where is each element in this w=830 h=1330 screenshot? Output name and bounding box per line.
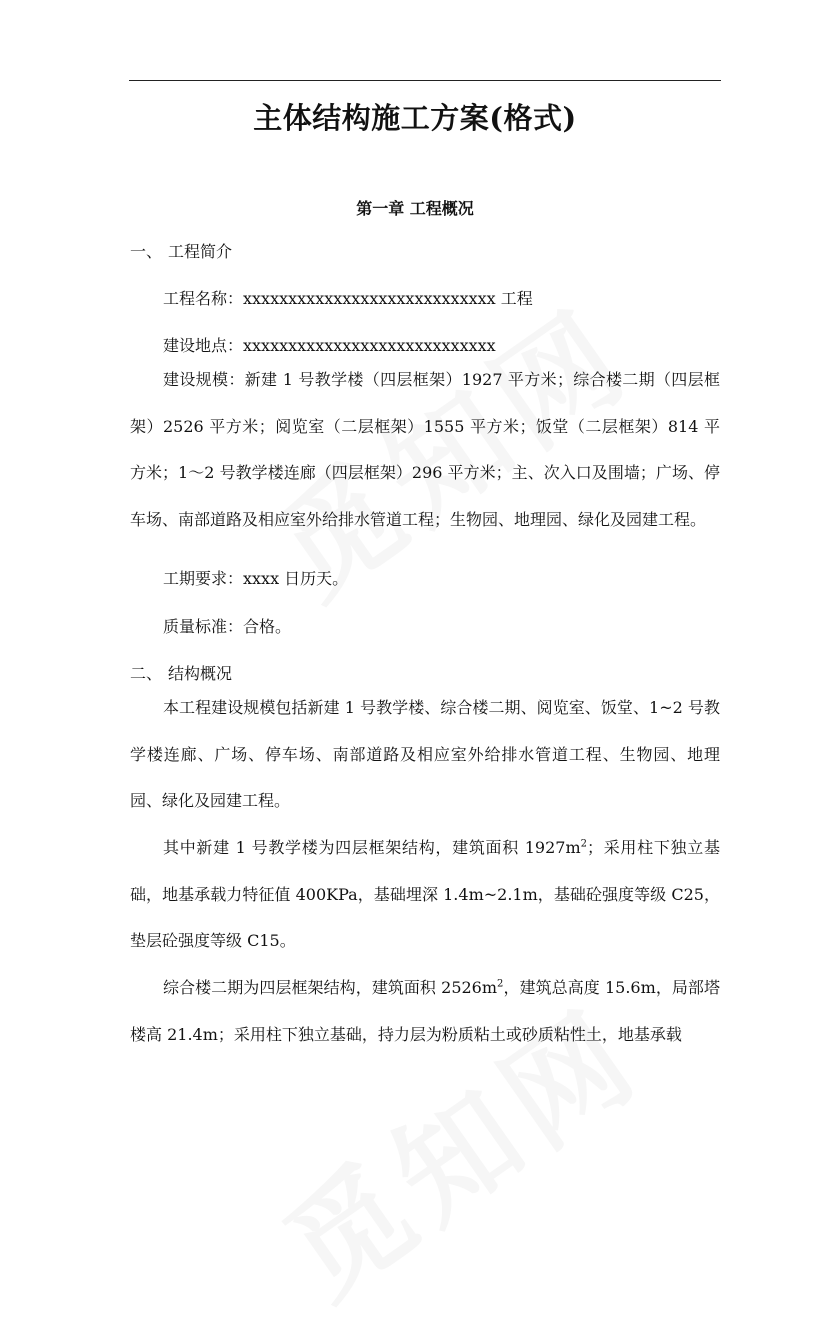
- section-heading-structure: [130, 661, 232, 687]
- section-number: 二、: [130, 664, 163, 683]
- section-title: 结构概况: [168, 664, 233, 683]
- teaching-building-paragraph: [130, 825, 720, 965]
- complex-building-text: 综合楼二期为四层框架结构，建筑面积 2526m: [163, 978, 498, 997]
- teaching-building-text: 其中新建 1 号教学楼为四层框架结构，建筑面积 1927m: [163, 838, 581, 857]
- quality-line: 质量标准：合格。: [163, 617, 292, 636]
- document-title: 主体结构施工方案(格式): [253, 101, 577, 135]
- complex-building-paragraph: [130, 965, 720, 1058]
- header-rule: [129, 80, 721, 81]
- complex-building-text-cont: ，建筑总高度 15.6m，局部塔楼高 21.4m；采用柱下独立基础，持力层为粉质粘土或砂质粘性土，地基承载: [130, 978, 720, 1044]
- section-title: 工程简介: [168, 242, 233, 261]
- construction-scale-paragraph: 建设规模：新建 1 号教学楼（四层框架）1927 平方米；综合楼二期（四层框架）2526 平方米；阅览室（二层框架）1555 平方米；饭堂（二层框架）814 平方米；1～2 号教学楼连廊（四层框架）296 平方米；主、次入口及围墙；广场、停车场、南部道路及相应室外给排水管道工程；生物园、地理园、绿化及园建工程。: [130, 370, 720, 529]
- project-location-line: 建设地点：xxxxxxxxxxxxxxxxxxxxxxxxxxxx: [163, 336, 496, 355]
- duration-line: 工期要求：xxxx 日历天。: [163, 569, 349, 588]
- project-name-line: 工程名称：xxxxxxxxxxxxxxxxxxxxxxxxxxxx 工程: [163, 289, 533, 308]
- area-unit-superscript: 2: [580, 838, 588, 850]
- structure-scope-paragraph: 本工程建设规模包括新建 1 号教学楼、综合楼二期、阅览室、饭堂、1~2 号教学楼连廊、广场、停车场、南部道路及相应室外给排水管道工程、生物园、地理园、绿化及园建工程。: [130, 698, 720, 810]
- section-heading-overview: [130, 239, 232, 265]
- section-number: 一、: [130, 242, 163, 261]
- teaching-building-text-cont: ；采用柱下独立基础，地基承载力特征值 400KPa，基础埋深 1.4m~2.1m，基础砼强度等级 C25，垫层砼强度等级 C15。: [130, 838, 720, 950]
- area-unit-superscript: 2: [497, 978, 504, 990]
- chapter-title: 第一章 工程概况: [356, 199, 474, 218]
